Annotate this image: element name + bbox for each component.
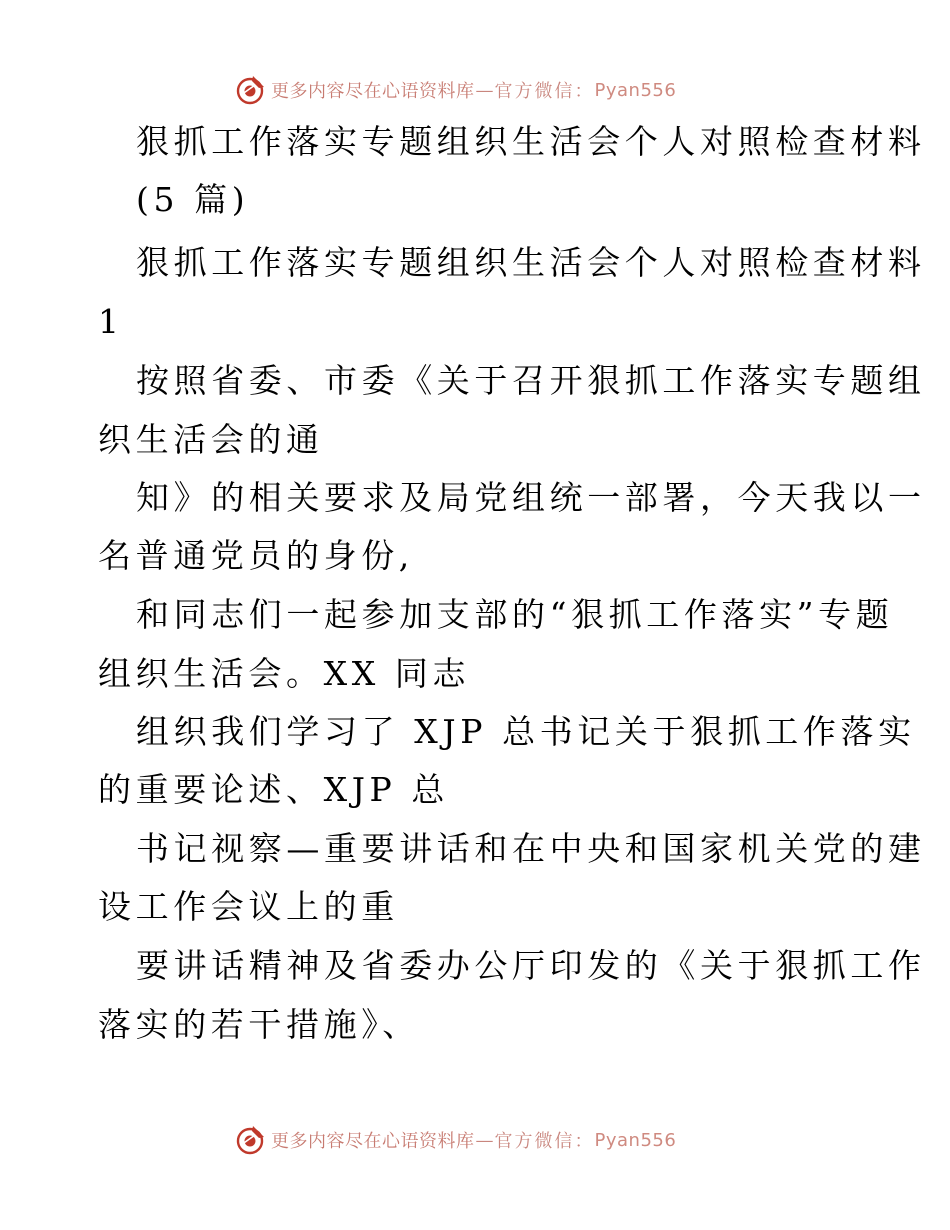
footer-dash: —: [475, 1129, 494, 1151]
header-wechat-label: 官方微信：: [494, 81, 595, 102]
paragraph-line: 和同志们一起参加支部的“狠抓工作落实”专题: [136, 595, 894, 634]
footer-wechat-id: Pyan556: [594, 1129, 677, 1151]
paragraph-line: 组织我们学习了 XJP 总书记关于狠抓工作落实: [136, 712, 916, 751]
footer-banner: [233, 1122, 713, 1158]
doc-title-line-1: 狠抓工作落实专题组织生活会个人对照检查材料: [136, 122, 926, 161]
paragraph-line: 织生活会的通: [98, 420, 324, 459]
footer-lead-text: 更多内容尽在心语资料库: [271, 1131, 475, 1152]
header-lead-text: 更多内容尽在心语资料库: [271, 81, 475, 102]
header-banner: [233, 72, 713, 108]
paragraph-line: 设工作会议上的重: [98, 887, 399, 926]
paragraph-line: 的重要论述、XJP 总: [98, 770, 450, 809]
paragraph-line: 落实的若干措施》、: [98, 1005, 420, 1044]
header-wechat-id: Pyan556: [594, 79, 677, 101]
section-title-line-1: 狠抓工作落实专题组织生活会个人对照检查材料: [136, 243, 926, 282]
paragraph-line: 名普通党员的身份,: [98, 536, 414, 575]
header-dash: —: [475, 79, 494, 101]
doc-title-line-2: (5 篇): [136, 180, 250, 219]
section-title-line-2: 1: [98, 302, 124, 341]
paragraph-line: 要讲话精神及省委办公厅印发的《关于狠抓工作: [136, 946, 926, 985]
paragraph-line: 组织生活会。XX 同志: [98, 654, 471, 693]
quill-seal-icon: [233, 1123, 267, 1157]
paragraph-line: 知》的相关要求及局党组统一部署，今天我以一: [136, 478, 926, 517]
paragraph-line: 书记视察—重要讲话和在中央和国家机关党的建: [136, 829, 926, 868]
footer-wechat-label: 官方微信：: [494, 1131, 595, 1152]
quill-seal-icon: [233, 73, 267, 107]
paragraph-line: 按照省委、市委《关于召开狠抓工作落实专题组: [136, 361, 926, 400]
